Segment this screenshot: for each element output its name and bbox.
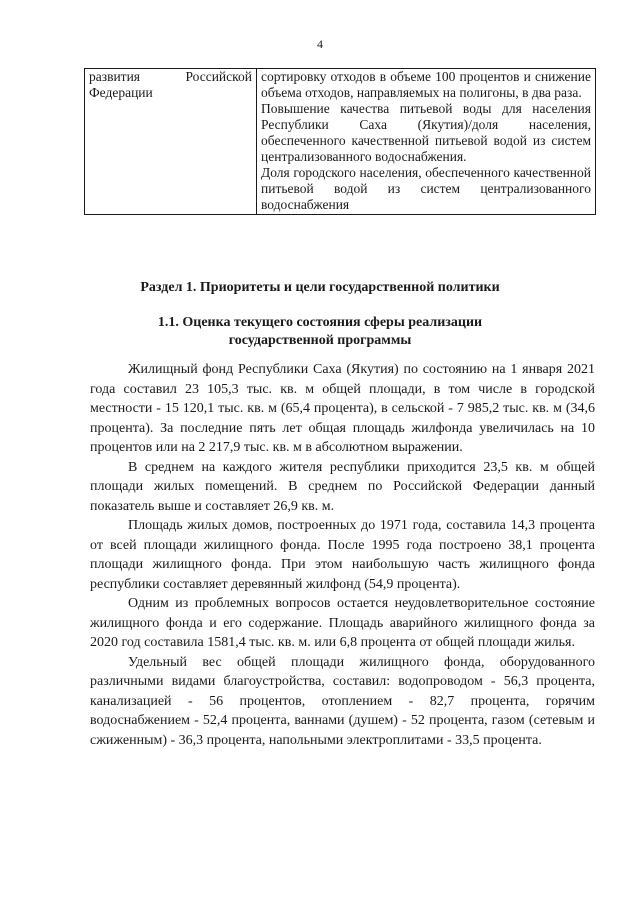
left-cell-word: развития xyxy=(89,69,141,84)
page-number: 4 xyxy=(317,37,323,51)
subsection-title: 1.1. Оценка текущего состояния сферы реализации государственной программы xyxy=(157,315,483,348)
body-paragraph: Удельный вес общей площади жилищного фонда, оборудованного различными видами благоустройства, составил: водопроводом - 56,3 процента, канализацией - 56 процентов, отоплением - 82,7 процента, горячим водоснабжением - 52,4 процента, ваннами (душем) - 52 процента, газом (сетевым и сжиженным) - 36,3 процента, напольными электроплитами - 33,5 процента. xyxy=(90,654,595,748)
body-text xyxy=(90,360,595,750)
body-paragraph: Площадь жилых домов, построенных до 1971 года, составила 14,3 процента от всей площади жилищного фонда. После 1995 года построено 38,1 процента площади жилищного фонда. При этом наибольшую часть жилищного фонда республики составляет деревянный жилфонд (54,9 процента). xyxy=(90,518,595,592)
left-cell-line xyxy=(89,69,252,85)
table-cell-paragraph: сортировку отходов в объеме 100 процентов и снижение объема отходов, направляемых на полигоны, в два раза. xyxy=(261,69,591,100)
program-table xyxy=(84,68,596,215)
section-title: Раздел 1. Приоритеты и цели государственной политики xyxy=(140,280,500,295)
body-paragraph: В среднем на каждого жителя республики приходится 23,5 кв. м общей площади жилых помещений. В среднем по Российской Федерации данный показатель выше и составляет 26,9 кв. м. xyxy=(90,459,595,514)
body-paragraph: Одним из проблемных вопросов остается неудовлетворительное состояние жилищного фонда и его содержание. Площадь аварийного жилищного фонда за 2020 год составила 1581,4 тыс. кв. м. или 6,8 процента от общей площади жилья. xyxy=(90,596,595,650)
table-row xyxy=(85,69,596,215)
table-left-cell xyxy=(85,69,257,215)
table-right-cell xyxy=(257,69,596,215)
body-paragraph: Жилищный фонд Республики Саха (Якутия) по состоянию на 1 января 2021 года составил 23 105,3 тыс. кв. м общей площади, в том числе в городской местности - 15 120,1 тыс. кв. м (65,4 процента), в сельской - 7 985,2 тыс. кв. м (34,6 процента). За последние пять лет общая площадь жилфонда увеличилась на 10 процентов или на 2 217,9 тыс. кв. м в абсолютном выражении. xyxy=(90,362,595,455)
table-cell-paragraph: Доля городского населения, обеспеченного качественной питьевой водой из систем централизованного водоснабжения xyxy=(261,165,591,212)
table-cell-paragraph: Повышение качества питьевой воды для населения Республики Саха (Якутия)/доля населения, обеспеченного качественной питьевой водой из систем централизованного водоснабжения. xyxy=(261,101,591,164)
left-cell-word: Российской xyxy=(185,69,252,84)
left-cell-line: Федерации xyxy=(89,85,153,100)
